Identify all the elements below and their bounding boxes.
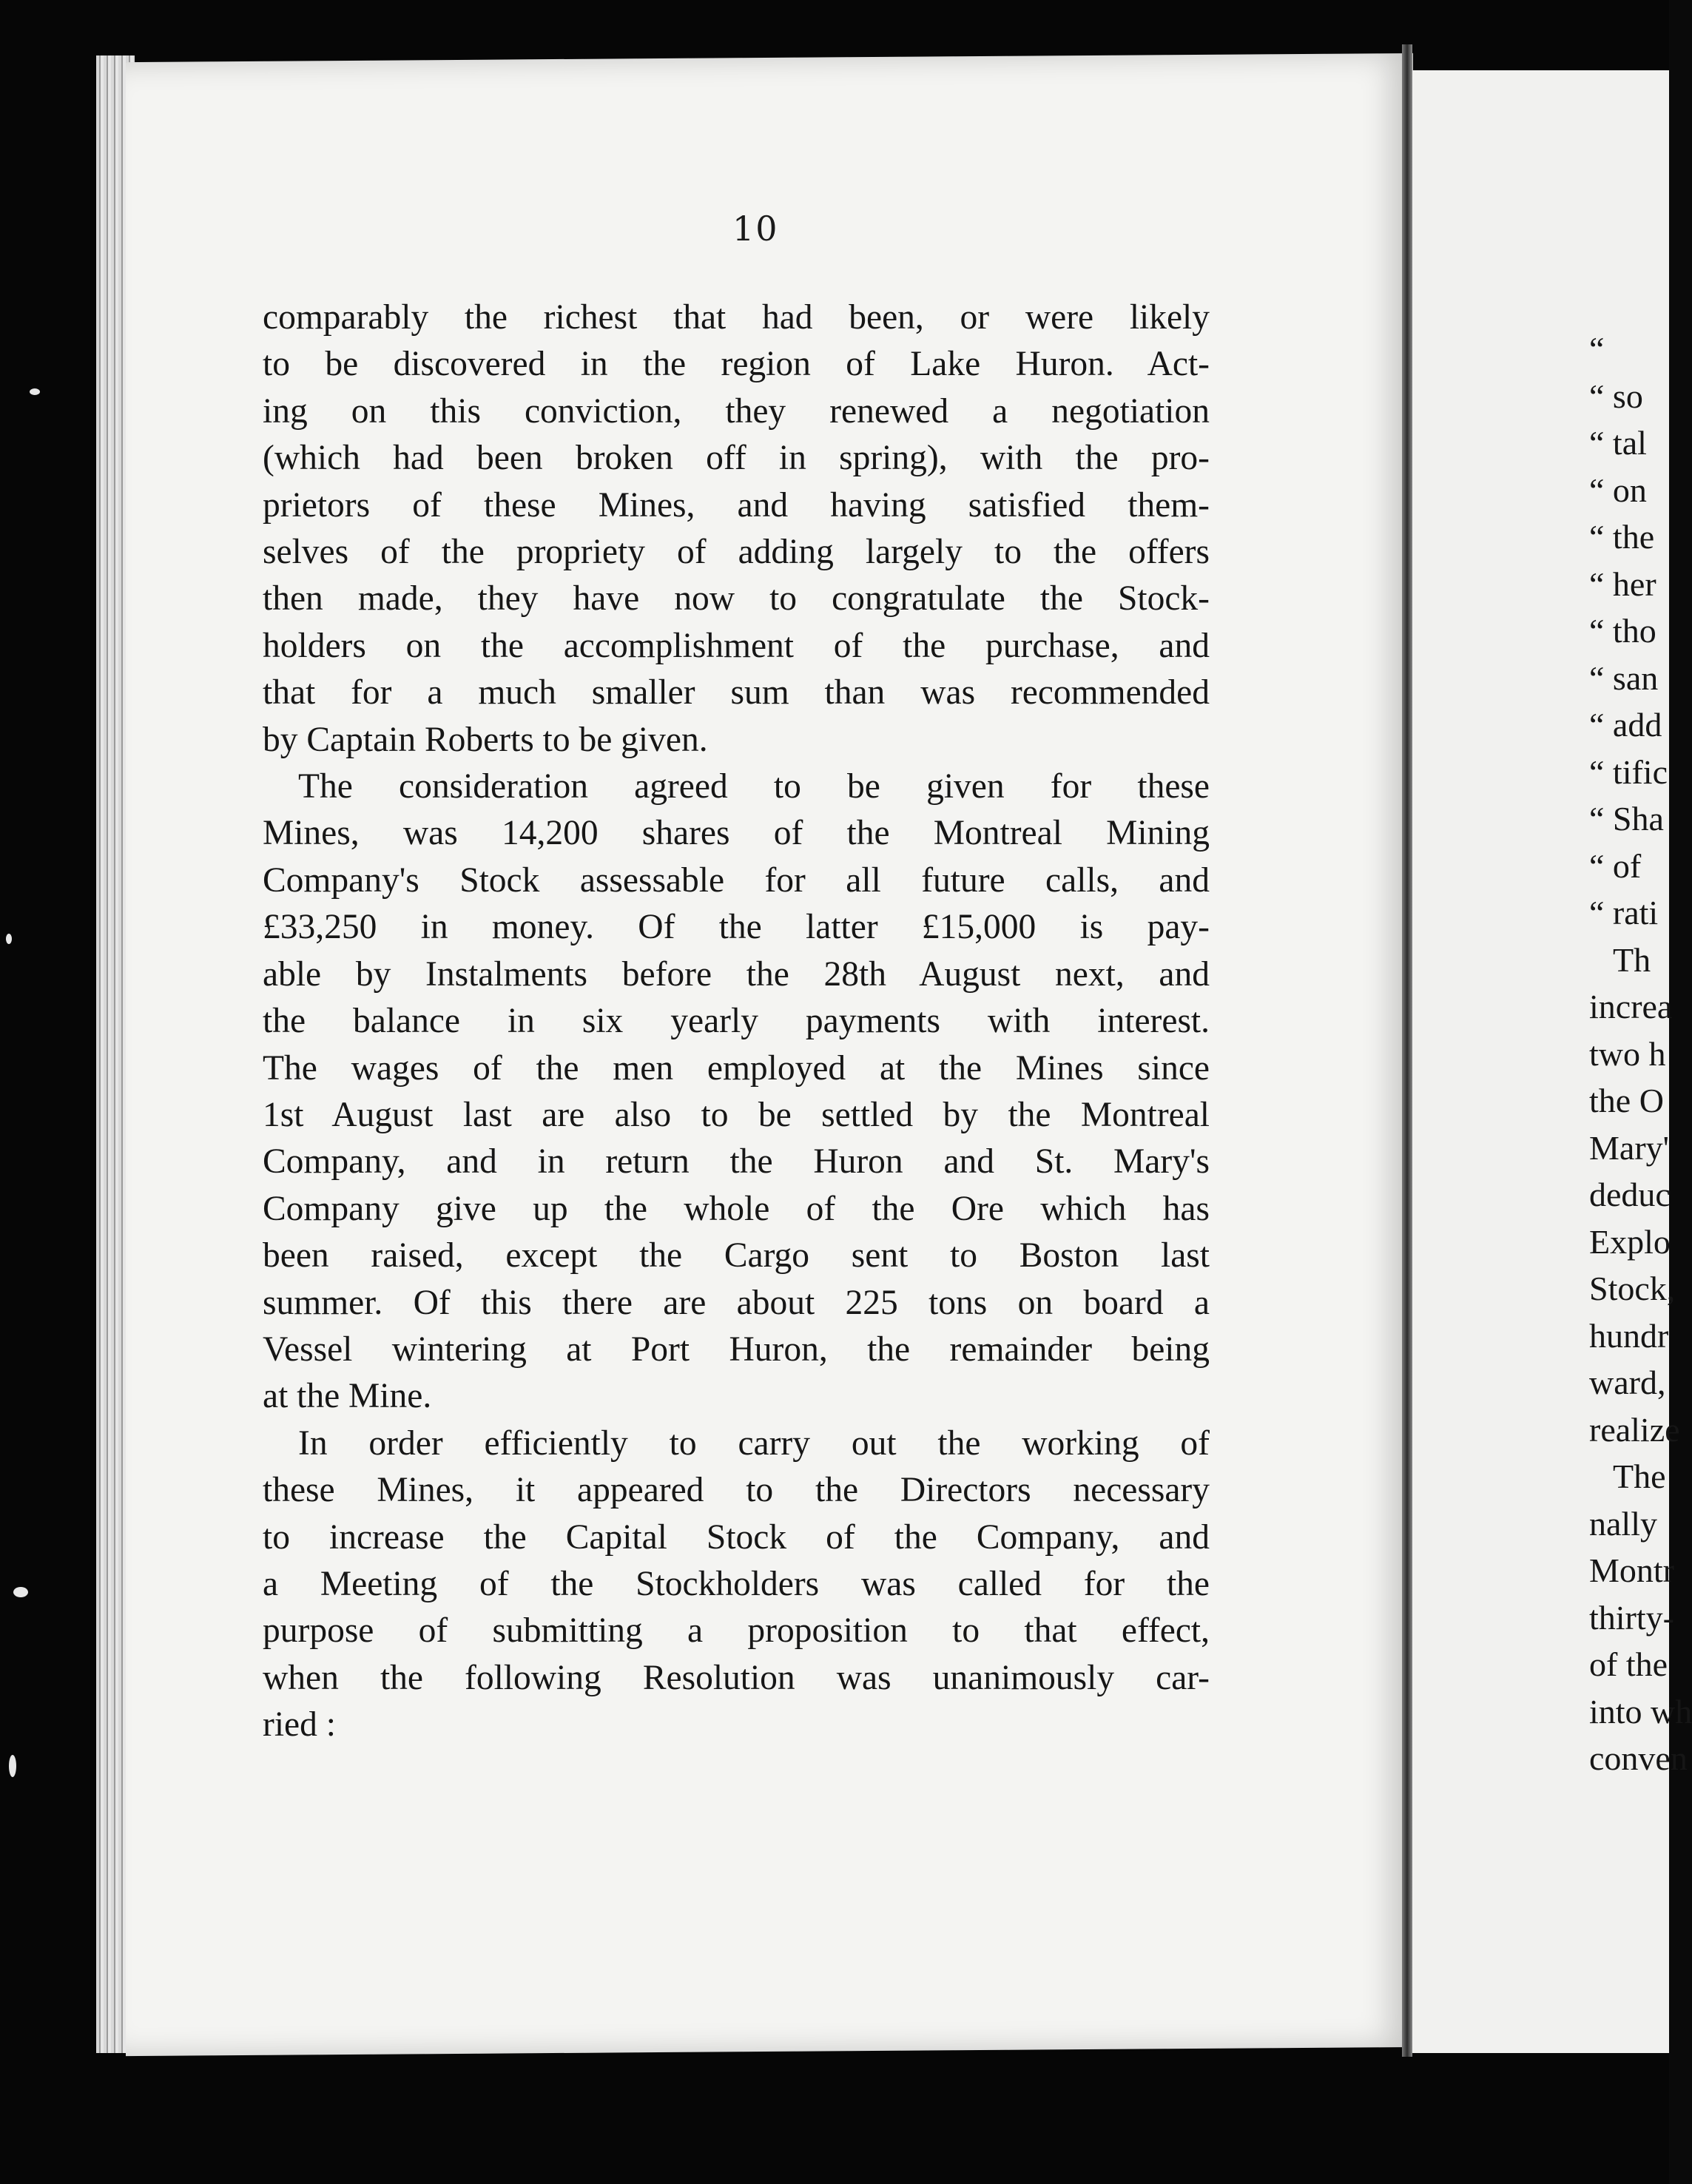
text-line: Th <box>1613 940 1651 979</box>
text-line: ward, <box>1589 1364 1666 1401</box>
text-line: “ tho <box>1589 612 1656 650</box>
text-line: selves of the propriety of adding largely to the offers <box>263 533 1210 572</box>
right-page-text <box>1589 326 1692 1782</box>
text-line: purpose of submitting a proposition to that effect, <box>263 1611 1210 1651</box>
text-line: when the following Resolution was unanimously car- <box>263 1658 1210 1697</box>
text-line: Explo <box>1589 1222 1671 1261</box>
text-line: The consideration agreed to be given for these <box>298 767 1210 806</box>
text-line: deduc <box>1589 1176 1671 1213</box>
text-line: the balance in six yearly payments with interest. <box>263 1002 1210 1041</box>
left-page-text <box>263 294 1210 1749</box>
text-line: “ <box>1589 330 1605 368</box>
text-line: ried : <box>263 1705 336 1745</box>
text-line: to be discovered in the region of Lake Huron. Act- <box>263 345 1210 384</box>
scan-speck <box>9 1755 16 1777</box>
text-line: “ tific <box>1589 752 1668 791</box>
text-line: 1st August last are also to be settled by the Montreal <box>263 1095 1210 1134</box>
text-line: “ rati <box>1589 894 1659 931</box>
text-line: (which had been broken off in spring), with the pro- <box>263 439 1210 478</box>
text-line: Montr <box>1589 1551 1674 1589</box>
text-line: able by Instalments before the 28th August next, and <box>263 954 1210 994</box>
text-line: of the <box>1589 1645 1668 1683</box>
text-line: been raised, except the Cargo sent to Boston last <box>263 1236 1210 1275</box>
text-line: conven <box>1589 1739 1688 1777</box>
text-line: nally <box>1589 1504 1657 1543</box>
text-line: then made, they have now to congratulate the Stock- <box>263 579 1210 619</box>
text-line: Vessel wintering at Port Huron, the remainder being <box>263 1329 1210 1369</box>
text-line: Company, and in return the Huron and St. Mary's <box>263 1142 1210 1182</box>
text-line: £33,250 in money. Of the latter £15,000 is pay- <box>263 908 1210 947</box>
text-line: increa <box>1589 988 1673 1025</box>
text-line: these Mines, it appeared to the Directors necessary <box>263 1471 1210 1510</box>
text-line: “ san <box>1589 658 1659 697</box>
text-line: “ tal <box>1589 424 1647 462</box>
text-line: “ of <box>1589 846 1642 885</box>
text-line: by Captain Roberts to be given. <box>263 720 708 759</box>
text-line: Mary' <box>1589 1128 1669 1167</box>
page-number: 10 <box>732 209 779 249</box>
text-line: “ so <box>1589 377 1643 415</box>
text-line: a Meeting of the Stockholders was called for the <box>263 1564 1210 1603</box>
text-line: “ on <box>1589 471 1647 509</box>
text-line: The <box>1613 1457 1666 1495</box>
text-line: Company give up the whole of the Ore which has <box>263 1189 1210 1228</box>
text-line: ing on this conviction, they renewed a negotiation <box>263 391 1210 431</box>
text-line: prietors of these Mines, and having satisfied them- <box>263 485 1210 525</box>
text-line: comparably the richest that had been, or were likely <box>263 298 1210 337</box>
text-line: holders on the accomplishment of the purchase, and <box>263 626 1210 665</box>
text-line: the O <box>1589 1082 1664 1119</box>
text-line: to increase the Capital Stock of the Company, and <box>263 1517 1210 1557</box>
text-line: In order efficiently to carry out the working of <box>298 1423 1210 1463</box>
text-line: Mines, was 14,200 shares of the Montreal Mining <box>263 814 1210 853</box>
scan-speck <box>30 388 40 395</box>
book-gutter <box>1402 44 1412 2057</box>
text-line: “ her <box>1589 564 1656 603</box>
text-line: Company's Stock assessable for all future calls, and <box>263 860 1210 900</box>
text-line: that for a much smaller sum than was recommended <box>263 673 1210 712</box>
text-line: into wh <box>1589 1692 1692 1730</box>
text-line: “ the <box>1589 518 1655 556</box>
text-line: realize <box>1589 1410 1680 1449</box>
scan-speck <box>6 934 12 944</box>
text-line: “ add <box>1589 706 1662 744</box>
text-line: Stock, <box>1589 1270 1676 1307</box>
text-line: summer. Of this there are about 225 tons on board a <box>263 1283 1210 1322</box>
text-line: hundr <box>1589 1316 1669 1355</box>
text-line: two h <box>1589 1034 1666 1073</box>
scan-speck <box>13 1587 28 1597</box>
text-line: The wages of the men employed at the Mines since <box>263 1048 1210 1088</box>
text-line: “ Sha <box>1589 800 1664 837</box>
text-line: thirty- <box>1589 1598 1674 1637</box>
text-line: at the Mine. <box>263 1377 432 1416</box>
